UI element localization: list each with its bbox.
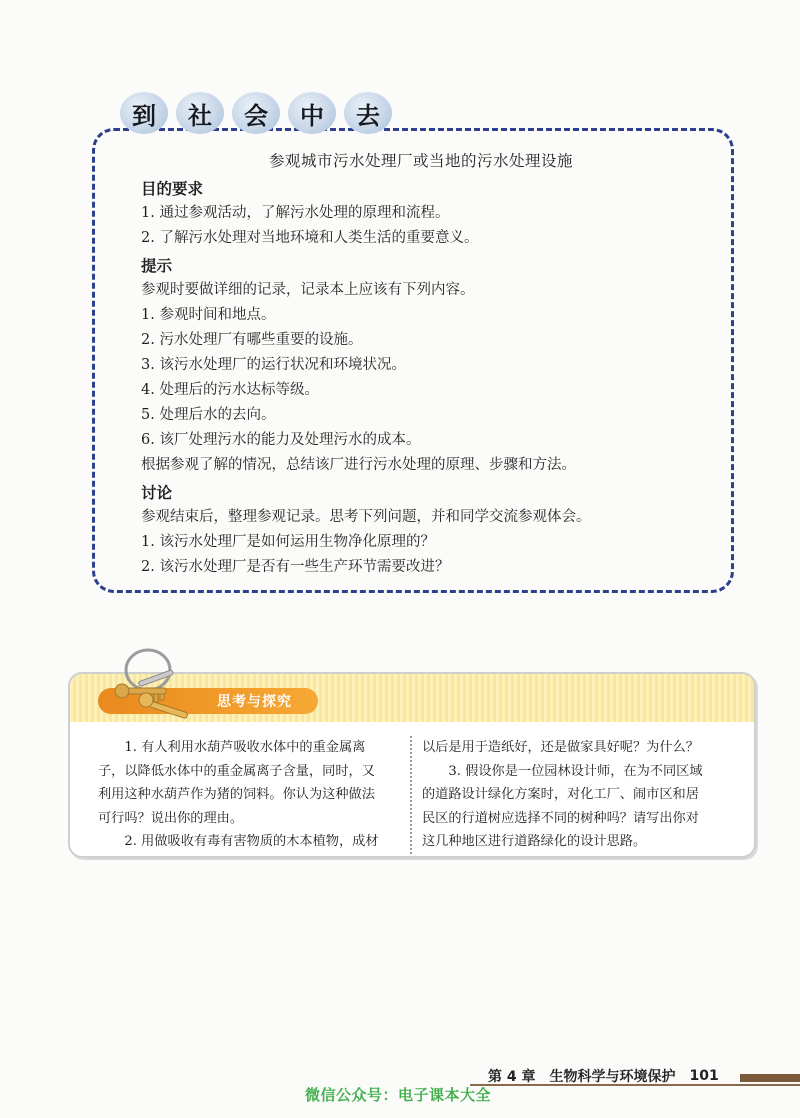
tip-item: 6. 该厂处理污水的能力及处理污水的成本。 xyxy=(141,432,421,448)
page-footer xyxy=(488,1066,719,1086)
question-2-continuation: 以后是用于造纸好，还是做家具好呢？为什么？ xyxy=(422,740,699,755)
activity-box xyxy=(92,128,734,593)
think-right-column xyxy=(412,736,732,854)
think-left-column xyxy=(92,736,412,854)
tip-item: 2. 污水处理厂有哪些重要的设施。 xyxy=(141,332,363,348)
tips-section-title: 提示 xyxy=(141,257,173,275)
question-1-line: 子，以降低水体中的重金属离子含量，同时，又 xyxy=(98,763,375,779)
question-1-line: 利用这种水葫芦作为猪的饲料。你认为这种做法 xyxy=(98,787,375,802)
question-3-line: 这几种地区进行道路绿化的设计思路。 xyxy=(422,834,647,849)
goal-section-title: 目的要求 xyxy=(141,180,204,198)
discussion-item: 1. 该污水处理厂是如何运用生物净化原理的？ xyxy=(141,534,435,550)
discussion-item: 2. 该污水处理厂是否有一些生产环节需要改进？ xyxy=(141,559,450,575)
tip-item: 5. 处理后水的去向。 xyxy=(141,407,276,423)
chapter-title: 生物科学与环境保护 xyxy=(549,1069,676,1085)
think-columns xyxy=(92,736,732,854)
watermark-text: 微信公众号：电子课本大全 xyxy=(305,1086,492,1104)
title-char: 会 xyxy=(232,92,280,134)
activity-heading: 参观城市污水处理厂或当地的污水处理设施 xyxy=(268,152,573,170)
tip-item: 4. 处理后的污水达标等级。 xyxy=(141,382,319,398)
title-char: 到 xyxy=(120,92,168,134)
question-2-line: 2. 用做吸收有毒有害物质的木本植物，成材 xyxy=(124,834,379,849)
question-3-line: 的道路设计绿化方案时，对化工厂、闹市区和居 xyxy=(422,787,699,802)
chapter-number: 第 4 章 xyxy=(488,1069,536,1085)
discussion-section-title: 讨论 xyxy=(141,484,173,502)
question-3-line: 民区的行道树应选择不同的树种吗？请写出你对 xyxy=(422,810,699,826)
think-banner-label: 思考与探究 xyxy=(217,694,292,710)
tips-summary: 根据参观了解的情况，总结该厂进行污水处理的原理、步骤和方法。 xyxy=(141,457,576,473)
tip-item: 3. 该污水处理厂的运行状况和环境状况。 xyxy=(141,357,406,373)
question-1-line: 可行吗？说出你的理由。 xyxy=(98,810,244,826)
page-number: 101 xyxy=(689,1068,719,1084)
title-char: 社 xyxy=(176,92,224,134)
tips-intro: 参观时要做详细的记录，记录本上应该有下列内容。 xyxy=(141,282,475,298)
title-char: 去 xyxy=(344,92,392,134)
footer-accent-bar xyxy=(740,1074,800,1082)
title-char: 中 xyxy=(288,92,336,134)
keys-icon xyxy=(108,644,258,724)
discussion-intro: 参观结束后，整理参观记录。思考下列问题，并和同学交流参观体会。 xyxy=(141,509,591,525)
question-1-line: 1. 有人利用水葫芦吸收水体中的重金属离 xyxy=(124,740,366,755)
goal-item: 2. 了解污水处理对当地环境和人类生活的重要意义。 xyxy=(141,230,479,246)
tip-item: 1. 参观时间和地点。 xyxy=(141,307,276,323)
society-section-title xyxy=(120,92,392,134)
question-3-line: 3. 假设你是一位园林设计师，在为不同区域 xyxy=(448,763,703,779)
goal-item: 1. 通过参观活动，了解污水处理的原理和流程。 xyxy=(141,205,450,221)
